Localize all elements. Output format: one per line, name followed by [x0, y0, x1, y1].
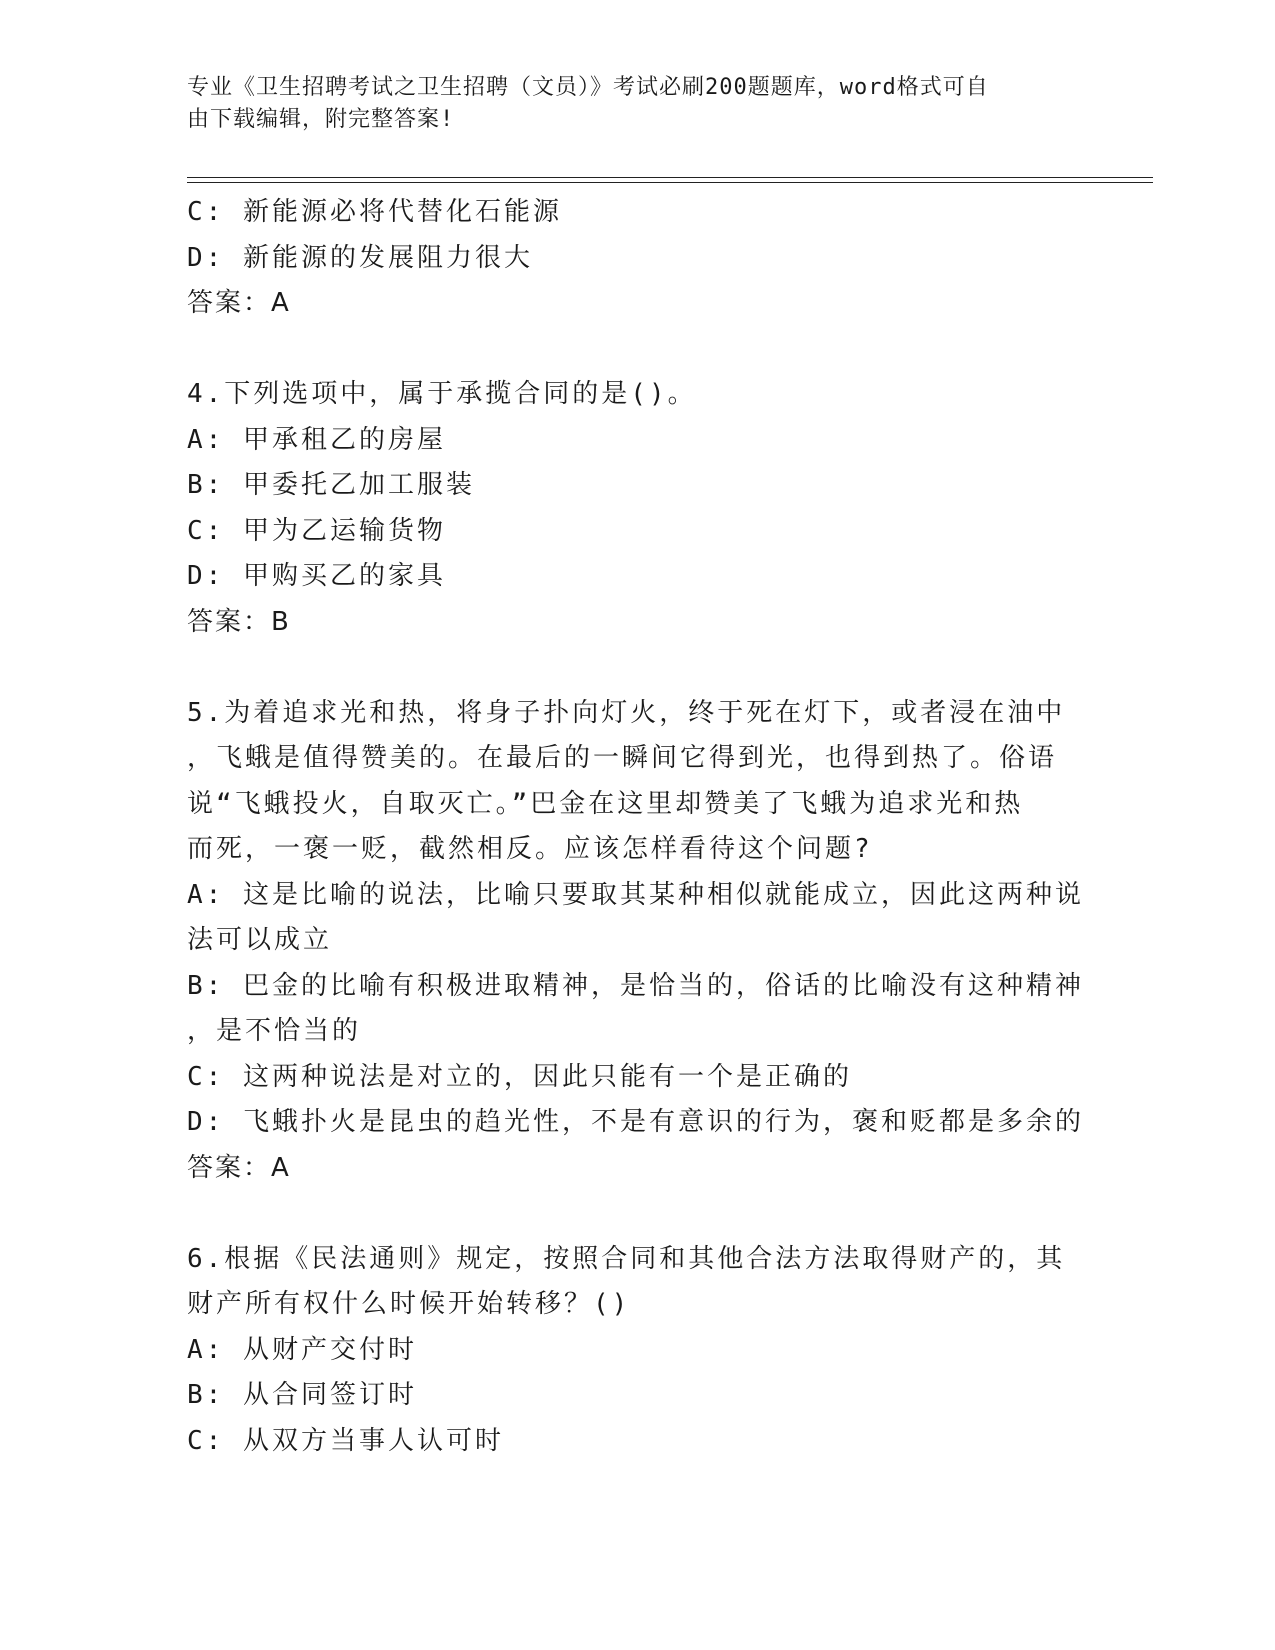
question-4 — [187, 372, 1087, 645]
header-divider-top — [187, 177, 1153, 178]
q6-question-line-1: 6.根据《民法通则》规定，按照合同和其他合法方法取得财产的，其 — [187, 1243, 1066, 1274]
q5-option-a-line-2: 法可以成立 — [187, 925, 333, 955]
q6-question-line-2: 财产所有权什么时候开始转移？() — [187, 1289, 631, 1319]
q6-option-a: A: 从财产交付时 — [187, 1334, 417, 1365]
question-3-tail — [187, 190, 1087, 327]
q4-question: 4.下列选项中，属于承揽合同的是()。 — [187, 379, 697, 409]
q5-answer: 答案：A — [187, 1152, 291, 1183]
q4-option-c: C: 甲为乙运输货物 — [187, 515, 446, 546]
q5-option-d: D: 飞蛾扑火是昆虫的趋光性，不是有意识的行为，褒和贬都是多余的 — [187, 1107, 1084, 1137]
q4-option-d: D: 甲购买乙的家具 — [187, 561, 446, 591]
q5-option-a-line-1: A: 这是比喻的说法，比喻只要取其某种相似就能成立，因此这两种说 — [187, 879, 1084, 910]
q3-answer: 答案：A — [187, 288, 291, 318]
q5-question-line-4: 而死，一褒一贬，截然相反。应该怎样看待这个问题? — [187, 834, 873, 864]
question-content — [187, 190, 1087, 1464]
q5-option-c: C: 这两种说法是对立的，因此只能有一个是正确的 — [187, 1061, 852, 1092]
q5-question-line-3: 说“飞蛾投火，自取灭亡。”巴金在这里却赞美了飞蛾为追求光和热 — [187, 788, 1024, 819]
q5-question-line-2: ，飞蛾是值得赞美的。在最后的一瞬间它得到光，也得到热了。俗语 — [187, 743, 1058, 773]
question-5 — [187, 691, 1087, 1192]
q4-answer: 答案：B — [187, 606, 291, 637]
header-line-1: 专业《卫生招聘考试之卫生招聘（文员）》考试必刷200题题库，word格式可自 — [187, 75, 989, 100]
q6-option-b: B: 从合同签订时 — [187, 1380, 417, 1410]
q4-option-a: A: 甲承租乙的房屋 — [187, 424, 446, 455]
document-header — [187, 72, 1067, 136]
q5-option-b-line-1: B: 巴金的比喻有积极进取精神，是恰当的，俗话的比喻没有这种精神 — [187, 970, 1084, 1001]
q5-question-line-1: 5.为着追求光和热，将身子扑向灯火，终于死在灯下，或者浸在油中 — [187, 697, 1066, 728]
q6-option-c: C: 从双方当事人认可时 — [187, 1425, 504, 1456]
q4-option-b: B: 甲委托乙加工服装 — [187, 470, 475, 500]
q3-option-d: D: 新能源的发展阻力很大 — [187, 242, 533, 273]
q3-option-c: C: 新能源必将代替化石能源 — [187, 197, 562, 227]
q5-option-b-line-2: ，是不恰当的 — [187, 1016, 362, 1046]
question-6 — [187, 1237, 1087, 1465]
header-divider-bottom — [187, 182, 1153, 183]
header-line-2: 由下载编辑，附完整答案! — [187, 107, 455, 132]
